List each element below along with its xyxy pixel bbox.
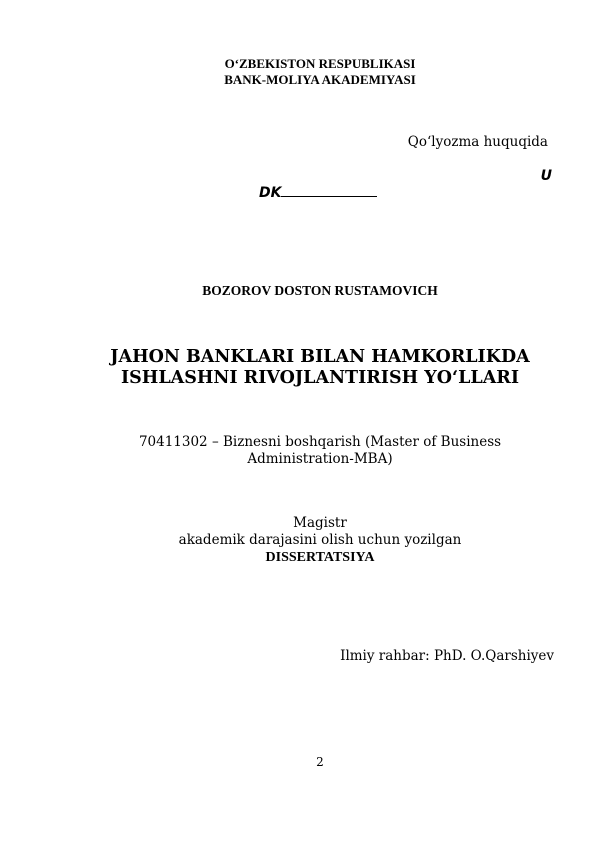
thesis-title-line1: JAHON BANKLARI BILAN HAMKORLIKDA xyxy=(110,347,530,367)
degree-block xyxy=(100,515,540,566)
scientific-advisor: Ilmiy rahbar: PhD. O.Qarshiyev xyxy=(340,648,554,664)
degree-purpose: akademik darajasini olish uchun yozilgan xyxy=(178,532,462,548)
thesis-title xyxy=(100,347,540,389)
specialty-line1: 70411302 – Biznesni boshqarish (Master of Business xyxy=(138,434,502,450)
udk-blank-line xyxy=(281,184,377,197)
rights-note: Qo‘lyozma huquqida xyxy=(407,134,548,150)
degree-level: Magistr xyxy=(293,515,347,531)
udk-suffix: DK xyxy=(259,185,282,201)
author-name: BOZOROV DOSTON RUSTAMOVICH xyxy=(202,283,438,298)
institution-name: BANK-MOLIYA AKADEMIYASI xyxy=(224,72,416,87)
work-type: DISSERTATSIYA xyxy=(265,550,375,565)
institution-country: O‘ZBEKISTON RESPUBLIKASI xyxy=(224,56,416,71)
udk-field xyxy=(259,184,377,201)
specialty xyxy=(110,434,530,468)
page-number: 2 xyxy=(316,755,324,769)
thesis-title-line2: ISHLASHNI RIVOJLANTIRISH YO‘LLARI xyxy=(120,368,520,388)
specialty-line2: Administration-MBA) xyxy=(247,451,393,467)
udk-prefix: U xyxy=(540,168,552,184)
institution-header xyxy=(100,56,540,88)
